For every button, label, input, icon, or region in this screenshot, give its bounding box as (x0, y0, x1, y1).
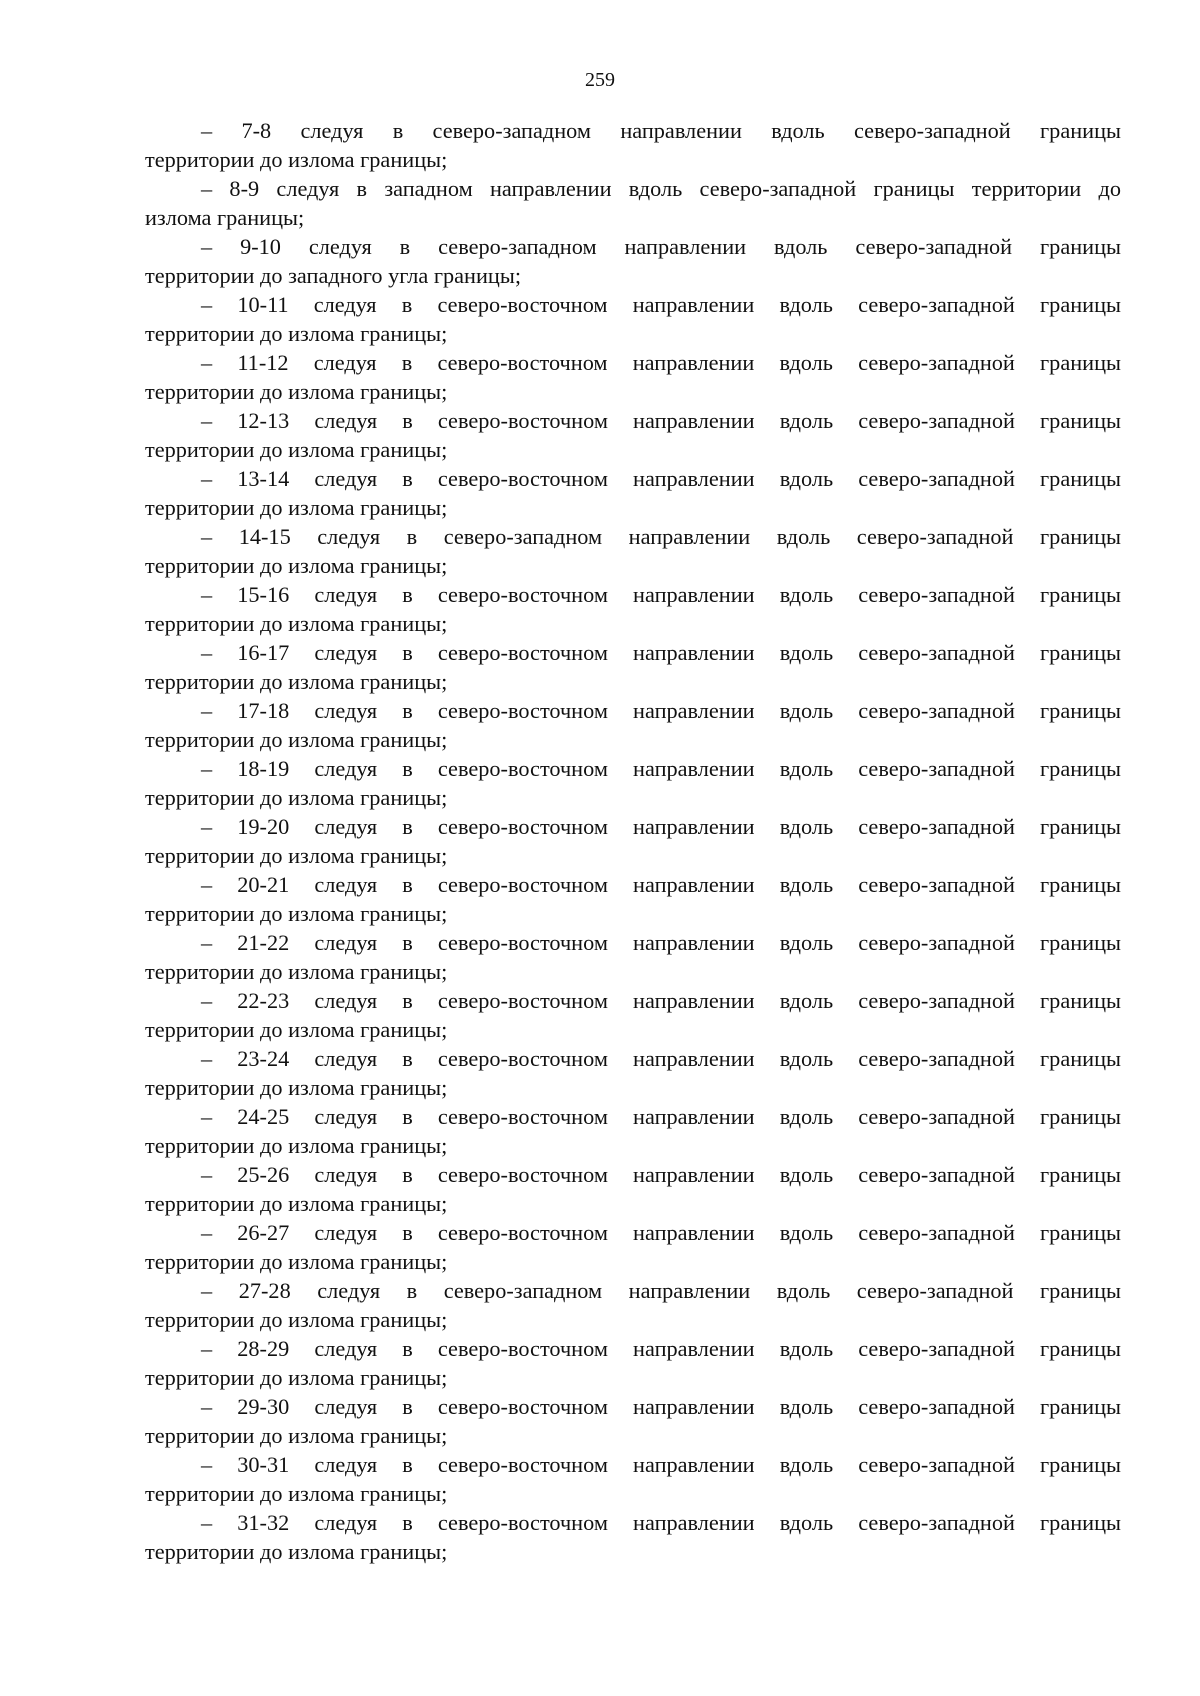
list-item-first-line: – 31-32 следуя в северо-восточном направлении вдоль северо-западной границы (201, 1510, 1121, 1535)
list-item-first-line: – 21-22 следуя в северо-восточном направлении вдоль северо-западной границы (201, 930, 1121, 955)
list-item-first-line: – 11-12 следуя в северо-восточном направлении вдоль северо-западной границы (201, 350, 1121, 375)
list-item-continuation: территории до излома границы; (145, 669, 448, 694)
list-item-continuation: территории до излома границы; (145, 1481, 448, 1506)
list-item-continuation: территории до излома границы; (145, 843, 448, 868)
list-item-continuation: территории до излома границы; (145, 321, 448, 346)
list-item-first-line: – 23-24 следуя в северо-восточном направлении вдоль северо-западной границы (201, 1046, 1121, 1071)
list-item (145, 1334, 1121, 1392)
list-item-continuation: излома границы; (145, 205, 305, 230)
list-item-continuation: территории до излома границы; (145, 1539, 448, 1564)
list-item-first-line: – 22-23 следуя в северо-восточном направлении вдоль северо-западной границы (201, 988, 1121, 1013)
list-item-continuation: территории до излома границы; (145, 727, 448, 752)
list-item (145, 812, 1121, 870)
list-item-continuation: территории до западного угла границы; (145, 263, 522, 288)
list-item (145, 174, 1121, 232)
list-item (145, 928, 1121, 986)
list-item-continuation: территории до излома границы; (145, 1307, 448, 1332)
list-item-continuation: территории до излома границы; (145, 1191, 448, 1216)
list-item-first-line: – 7-8 следуя в северо-западном направлении вдоль северо-западной границы (201, 118, 1121, 143)
list-item-first-line: – 30-31 следуя в северо-восточном направлении вдоль северо-западной границы (201, 1452, 1121, 1477)
list-item-first-line: – 15-16 следуя в северо-восточном направлении вдоль северо-западной границы (201, 582, 1121, 607)
list-item-continuation: территории до излома границы; (145, 1133, 448, 1158)
list-item-first-line: – 20-21 следуя в северо-восточном направлении вдоль северо-западной границы (201, 872, 1121, 897)
list-item-first-line: – 25-26 следуя в северо-восточном направлении вдоль северо-западной границы (201, 1162, 1121, 1187)
list-item-continuation: территории до излома границы; (145, 1017, 448, 1042)
list-item (145, 290, 1121, 348)
list-item-first-line: – 28-29 следуя в северо-восточном направлении вдоль северо-западной границы (201, 1336, 1121, 1361)
list-item-first-line: – 17-18 следуя в северо-восточном направлении вдоль северо-западной границы (201, 698, 1121, 723)
list-item (145, 1102, 1121, 1160)
list-item-continuation: территории до излома границы; (145, 901, 448, 926)
list-item-continuation: территории до излома границы; (145, 495, 448, 520)
document-body (145, 116, 1121, 1566)
list-item (145, 1392, 1121, 1450)
list-item-first-line: – 16-17 следуя в северо-восточном направлении вдоль северо-западной границы (201, 640, 1121, 665)
list-item-continuation: территории до излома границы; (145, 379, 448, 404)
list-item-first-line: – 10-11 следуя в северо-восточном направлении вдоль северо-западной границы (201, 292, 1121, 317)
list-item (145, 232, 1121, 290)
list-item-continuation: территории до излома границы; (145, 1249, 448, 1274)
list-item-first-line: – 29-30 следуя в северо-восточном направлении вдоль северо-западной границы (201, 1394, 1121, 1419)
list-item-first-line: – 14-15 следуя в северо-западном направлении вдоль северо-западной границы (201, 524, 1121, 549)
list-item-continuation: территории до излома границы; (145, 147, 448, 172)
list-item-first-line: – 12-13 следуя в северо-восточном направлении вдоль северо-западной границы (201, 408, 1121, 433)
list-item-continuation: территории до излома границы; (145, 1075, 448, 1100)
list-item-first-line: – 24-25 следуя в северо-восточном направлении вдоль северо-западной границы (201, 1104, 1121, 1129)
list-item (145, 116, 1121, 174)
page-number: 259 (585, 69, 615, 91)
list-item (145, 870, 1121, 928)
list-item (145, 1450, 1121, 1508)
list-item-first-line: – 19-20 следуя в северо-восточном направлении вдоль северо-западной границы (201, 814, 1121, 839)
list-item (145, 638, 1121, 696)
list-item-first-line: – 18-19 следуя в северо-восточном направлении вдоль северо-западной границы (201, 756, 1121, 781)
list-item-first-line: – 26-27 следуя в северо-восточном направлении вдоль северо-западной границы (201, 1220, 1121, 1245)
list-item-first-line: – 8-9 следуя в западном направлении вдоль северо-западной границы территории до (201, 176, 1121, 201)
list-item (145, 1044, 1121, 1102)
list-item-continuation: территории до излома границы; (145, 553, 448, 578)
list-item (145, 580, 1121, 638)
list-item-continuation: территории до излома границы; (145, 611, 448, 636)
list-item (145, 464, 1121, 522)
list-item-continuation: территории до излома границы; (145, 1423, 448, 1448)
list-item (145, 522, 1121, 580)
list-item-first-line: – 27-28 следуя в северо-западном направлении вдоль северо-западной границы (201, 1278, 1121, 1303)
list-item-continuation: территории до излома границы; (145, 437, 448, 462)
list-item (145, 696, 1121, 754)
list-item (145, 1508, 1121, 1566)
list-item (145, 406, 1121, 464)
list-item-continuation: территории до излома границы; (145, 785, 448, 810)
list-item-continuation: территории до излома границы; (145, 959, 448, 984)
list-item (145, 1218, 1121, 1276)
list-item-first-line: – 9-10 следуя в северо-западном направлении вдоль северо-западной границы (201, 234, 1121, 259)
list-item (145, 986, 1121, 1044)
list-item-first-line: – 13-14 следуя в северо-восточном направлении вдоль северо-западной границы (201, 466, 1121, 491)
list-item (145, 754, 1121, 812)
list-item-continuation: территории до излома границы; (145, 1365, 448, 1390)
list-item (145, 1160, 1121, 1218)
list-item (145, 1276, 1121, 1334)
list-item (145, 348, 1121, 406)
